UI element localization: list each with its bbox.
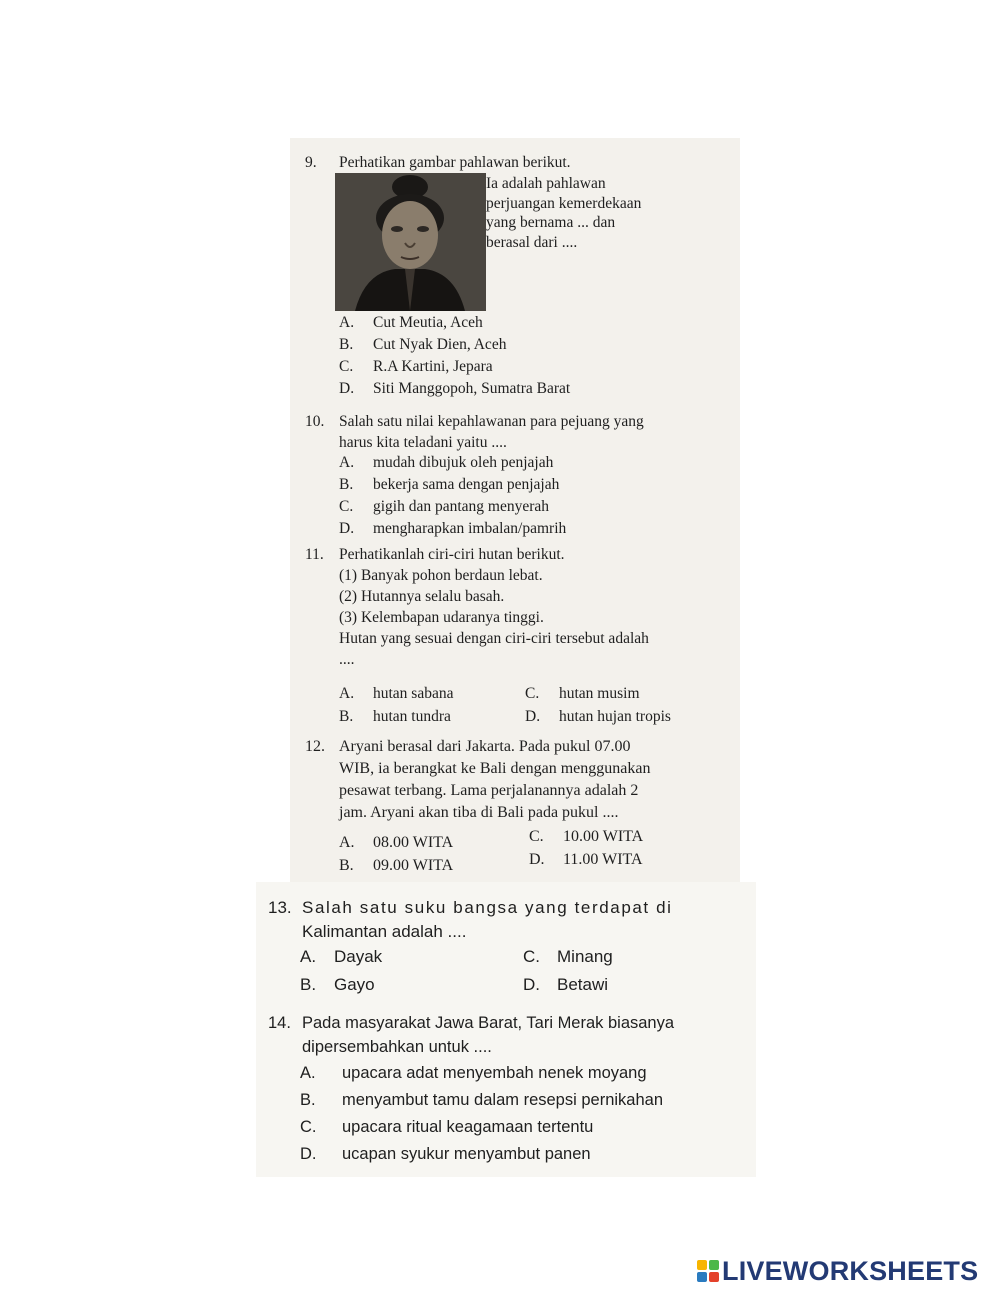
option-b[interactable]: B. Cut Nyak Dien, Aceh xyxy=(339,336,507,353)
brand-name: LIVEWORKSHEETS xyxy=(722,1255,979,1286)
option-c[interactable]: C. hutan musim xyxy=(525,685,640,702)
question-number: 11. xyxy=(305,546,324,563)
question-10 xyxy=(305,411,730,453)
question-number: 13. xyxy=(268,898,292,917)
option-b[interactable]: B. Gayo xyxy=(300,975,375,994)
question-14 xyxy=(268,1011,758,1059)
question-13 xyxy=(268,896,758,944)
option-d[interactable]: D. hutan hujan tropis xyxy=(525,708,671,725)
option-a[interactable]: A. Cut Meutia, Aceh xyxy=(339,314,483,331)
question-text: pesawat terbang. Lama perjalanannya adalah 2 xyxy=(339,782,639,799)
option-b[interactable]: B. bekerja sama dengan penjajah xyxy=(339,476,560,493)
option-a[interactable]: A. 08.00 WITA xyxy=(339,834,454,851)
liveworksheets-logo xyxy=(697,1256,978,1286)
question-text: WIB, ia berangkat ke Bali dengan menggunakan xyxy=(339,760,651,777)
option-a[interactable]: A. mudah dibujuk oleh penjajah xyxy=(339,454,554,471)
criteria-item: (1) Banyak pohon berdaun lebat. xyxy=(339,567,543,584)
option-d[interactable]: D. Betawi xyxy=(523,975,609,994)
question-text: dipersembahkan untuk .... xyxy=(302,1038,492,1056)
question-text: Salah satu suku bangsa yang terdapat di xyxy=(302,898,673,917)
question-12 xyxy=(305,736,730,824)
criteria-item: (3) Kelembapan udaranya tinggi. xyxy=(339,609,544,626)
question-text: Pada masyarakat Jawa Barat, Tari Merak biasanya xyxy=(302,1014,675,1032)
question-9-side-text xyxy=(486,174,726,252)
logo-mark-icon xyxy=(697,1260,719,1282)
side-line: Ia adalah pahlawan xyxy=(486,175,606,192)
question-number: 12. xyxy=(305,738,325,755)
side-line: berasal dari .... xyxy=(486,233,578,251)
option-a[interactable]: A. upacara adat menyembah nenek moyang xyxy=(300,1064,647,1082)
question-text: jam. Aryani akan tiba di Bali pada pukul .... xyxy=(339,804,619,821)
option-b[interactable]: B. hutan tundra xyxy=(339,708,451,725)
option-a[interactable]: A. hutan sabana xyxy=(339,685,454,702)
question-text: Salah satu nilai kepahlawanan para pejuang yang xyxy=(339,413,644,430)
question-9 xyxy=(305,152,725,173)
question-text: Aryani berasal dari Jakarta. Pada pukul 07.00 xyxy=(339,738,631,755)
question-text: harus kita teladani yaitu .... xyxy=(339,434,507,451)
criteria-item: (2) Hutannya selalu basah. xyxy=(339,588,505,605)
question-text: .... xyxy=(339,651,355,668)
option-d[interactable]: D. 11.00 WITA xyxy=(529,851,643,868)
option-c[interactable]: C. gigih dan pantang menyerah xyxy=(339,498,550,515)
question-text: Hutan yang sesuai dengan ciri-ciri tersebut adalah xyxy=(339,630,649,647)
question-number: 9. xyxy=(305,154,317,171)
question-text: Perhatikan gambar pahlawan berikut. xyxy=(339,154,571,171)
side-line: yang bernama ... dan xyxy=(486,214,616,231)
hero-portrait xyxy=(335,173,486,311)
option-b[interactable]: B. menyambut tamu dalam resepsi pernikahan xyxy=(300,1091,664,1109)
question-11 xyxy=(305,544,730,670)
option-b[interactable]: B. 09.00 WITA xyxy=(339,857,454,874)
option-c[interactable]: C. R.A Kartini, Jepara xyxy=(339,358,493,375)
option-d[interactable]: D. ucapan syukur menyambut panen xyxy=(300,1145,591,1163)
option-c[interactable]: C. 10.00 WITA xyxy=(529,828,644,845)
option-c[interactable]: C. Minang xyxy=(523,947,613,966)
question-number: 14. xyxy=(268,1014,291,1032)
option-d[interactable]: D. mengharapkan imbalan/pamrih xyxy=(339,520,567,537)
question-text: Kalimantan adalah .... xyxy=(302,922,467,941)
side-line: perjuangan kemerdekaan xyxy=(486,194,642,212)
option-d[interactable]: D. Siti Manggopoh, Sumatra Barat xyxy=(339,380,571,397)
question-text: Perhatikanlah ciri-ciri hutan berikut. xyxy=(339,546,565,563)
question-number: 10. xyxy=(305,413,325,430)
option-a[interactable]: A. Dayak xyxy=(300,947,383,966)
option-c[interactable]: C. upacara ritual keagamaan tertentu xyxy=(300,1118,594,1136)
